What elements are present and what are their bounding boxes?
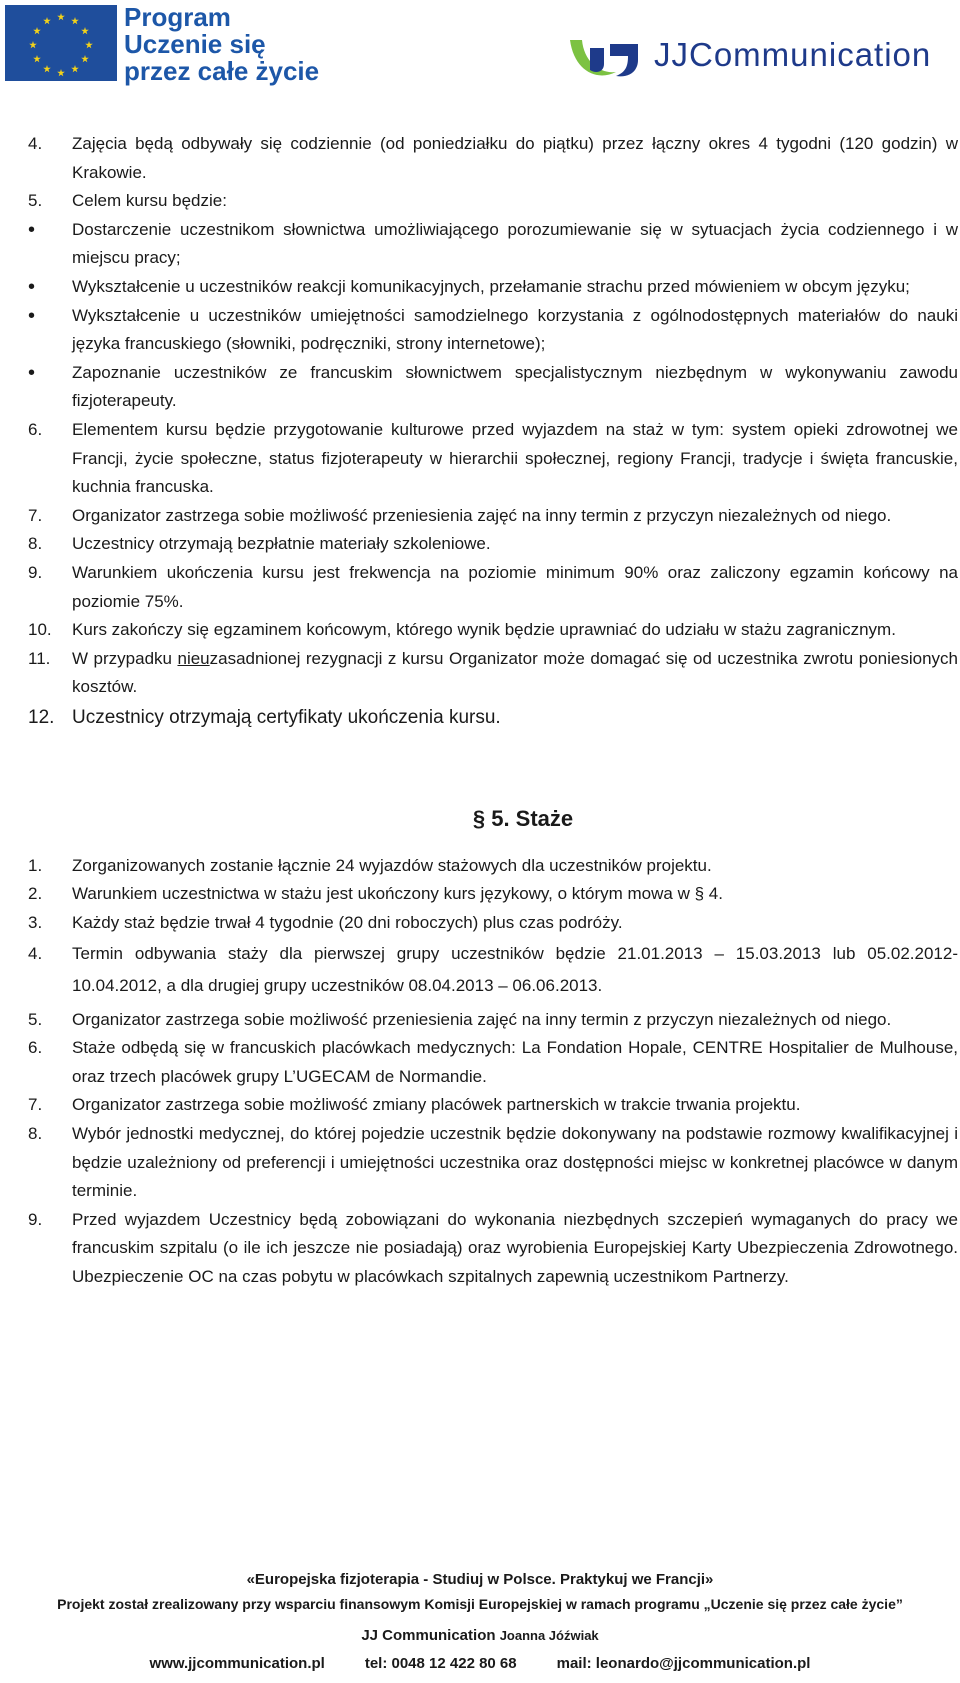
bullet-item — [28, 302, 958, 359]
item-text — [72, 645, 958, 702]
bullet-text: Dostarczenie uczestnikom słownictwa umożliwiającego porozumiewanie się w sytuacjach życia codziennego i w miejscu pracy; — [72, 219, 958, 268]
item-text: Celem kursu będzie: — [72, 191, 227, 211]
item-text-part: zasadnionej rezygnacji z kursu Organizator może domagać się od uczestnika zwrotu poniesionych kosztów. — [72, 648, 958, 697]
bullet-icon: • — [28, 304, 36, 327]
list-item — [28, 1120, 958, 1206]
bullet-text: Zapoznanie uczestników ze francuskim słownictwem specjalistycznym niezbędnym w wykonywaniu zawodu fizjoterapeuty. — [72, 362, 958, 411]
bullet-icon: • — [28, 361, 36, 384]
item-text: Uczestnicy otrzymają bezpłatnie materiały szkoleniowe. — [72, 534, 491, 554]
list-item — [28, 1206, 958, 1292]
item-number: 4. — [28, 134, 43, 153]
item-number: 7. — [28, 505, 43, 525]
list-item — [28, 559, 958, 616]
page-header — [0, 0, 960, 95]
item-number: 5. — [28, 191, 43, 211]
item-number: 12. — [28, 706, 55, 728]
funding-note: Projekt został zrealizowany przy wsparciu finansowym Komisji Europejskiej w ramach programu „Uczenie się przez całe życie” — [57, 1596, 903, 1612]
list-item — [28, 880, 958, 909]
bullet-text: Wykształcenie u uczestników umiejętności samodzielnego korzystania z ogólnodostępnych materiałów do nauki języka francuskiego (słowniki, podręczniki, strony internetowe); — [72, 305, 958, 354]
item-text: Kurs zakończy się egzaminem końcowym, którego wynik będzie uprawniać do udziału w stażu zagranicznym. — [72, 620, 896, 640]
list-item — [28, 530, 958, 559]
bullet-item — [28, 273, 958, 302]
item-number: 6. — [28, 1038, 43, 1058]
phone-number: tel: 0048 12 422 80 68 — [364, 1655, 517, 1672]
bullet-icon: • — [28, 275, 36, 298]
item-text: Warunkiem uczestnictwa w stażu jest ukończony kurs językowy, o którym mowa w § 4. — [72, 884, 723, 904]
project-title: «Europejska fizjoterapia - Studiuj w Polsce. Praktykuj we Francji» — [246, 1571, 714, 1588]
item-text: Organizator zastrzega sobie możliwość przeniesienia zajęć na inny termin z przyczyn niezależnych od niego. — [72, 505, 892, 525]
list-item — [28, 130, 958, 187]
item-text: Staże odbędą się w francuskich placówkach medycznych: La Fondation Hopale, CENTRE Hospitalier de Mulhouse, oraz trzech placówek grupy L’UGECAM de Normandie. — [72, 1038, 958, 1086]
eu-flag-logo — [5, 5, 117, 81]
item-text: Zajęcia będą odbywały się codziennie (od poniedziałku do piątku) przez łączny okres 4 tygodni (120 godzin) w Krakowie. — [72, 134, 958, 182]
item-number: 8. — [28, 534, 43, 554]
list-item — [28, 187, 958, 216]
section-title: § 5. Staże — [472, 805, 574, 831]
bullet-item — [28, 359, 958, 416]
item-text-part: W przypadku — [72, 648, 178, 668]
item-text: Wybór jednostki medycznej, do której pojedzie uczestnik będzie dokonywany na podstawie rozmowy kwalifikacyjnej i będzie uzależniony od preferencji i umiejętności uczestnika oraz dostępności miejsc w konkretnej placówce w danym terminie. — [72, 1124, 958, 1201]
item-number: 4. — [28, 943, 43, 963]
item-number: 9. — [28, 1209, 43, 1229]
item-number: 11. — [28, 648, 51, 668]
item-text: Termin odbywania staży dla pierwszej grupy uczestników będzie 21.01.2013 – 15.03.2013 lub 05.02.2012-10.04.2012, a dla drugiej grupy uczestników 08.04.2013 – 06.06.2013. — [72, 943, 958, 995]
list-item — [28, 1091, 958, 1120]
bullet-item — [28, 216, 958, 273]
item-text: Zorganizowanych zostanie łącznie 24 wyjazdów stażowych dla uczestników projektu. — [72, 855, 712, 875]
company-line — [0, 1622, 960, 1650]
list-item — [28, 1006, 958, 1035]
jj-communication-wordmark: JJCommunication — [654, 36, 932, 73]
list-item — [28, 702, 958, 734]
company-name: JJ Communication — [361, 1627, 496, 1644]
item-number: 6. — [28, 419, 43, 439]
item-text: Uczestnicy otrzymają certyfikaty ukończenia kursu. — [72, 706, 501, 728]
list-item — [28, 909, 958, 938]
item-number: 7. — [28, 1095, 43, 1115]
website-link[interactable]: www.jjcommunication.pl — [149, 1655, 325, 1672]
contact-person: Joanna Jóźwiak — [499, 1628, 599, 1643]
item-text: Organizator zastrzega sobie możliwość zmiany placówek partnerskich w trakcie trwania projektu. — [72, 1095, 801, 1115]
item-number: 1. — [28, 855, 43, 875]
list-item — [28, 416, 958, 502]
list-item — [28, 852, 958, 881]
program-logo-text: Program Uczenie się przez całe życie — [124, 2, 320, 86]
bullet-text: Wykształcenie u uczestników reakcji komunikacyjnych, przełamanie strachu przed mówieniem w obcym języku; — [72, 276, 910, 296]
item-number: 10. — [28, 620, 52, 640]
email-link[interactable]: mail: leonardo@jjcommunication.pl — [556, 1655, 811, 1672]
bullet-icon: • — [28, 218, 36, 241]
document-body — [28, 130, 958, 1292]
item-number: 9. — [28, 562, 43, 582]
list-item — [28, 1034, 958, 1091]
underlined-text: nieu — [177, 648, 210, 668]
contact-line — [0, 1650, 960, 1678]
page-footer — [0, 1568, 960, 1678]
list-item — [28, 938, 958, 1002]
item-number: 2. — [28, 884, 43, 904]
list-item — [28, 502, 958, 531]
item-text: Przed wyjazdem Uczestnicy będą zobowiązani do wykonania niezbędnych szczepień wymaganych do pracy we francuskim szpitalu (o ile ich jeszcze nie posiadają) oraz wyrobienia Europejskiej Karty Ubezpieczenia Zdrowotnego. Ubezpieczenie OC na czas pobytu w placówkach szpitalnych zapewnią uczestnikom Partnerzy. — [72, 1209, 958, 1286]
list-item — [28, 616, 958, 645]
item-text: Organizator zastrzega sobie możliwość przeniesienia zajęć na inny termin z przyczyn niezależnych od niego. — [72, 1009, 892, 1029]
item-text: Warunkiem ukończenia kursu jest frekwencja na poziomie minimum 90% oraz zaliczony egzamin końcowy na poziomie 75%. — [72, 562, 958, 611]
item-text: Każdy staż będzie trwał 4 tygodnie (20 dni roboczych) plus czas podróży. — [72, 913, 623, 933]
item-number: 8. — [28, 1124, 43, 1144]
item-text: Elementem kursu będzie przygotowanie kulturowe przed wyjazdem na staż w tym: system opieki zdrowotnej we Francji, życie społeczne, status fizjoterapeuty w hierarchii społecznej, regiony Francji, tradycje i święta francuskie, kuchnia francuska. — [72, 419, 958, 497]
item-number: 3. — [28, 913, 43, 933]
list-item — [28, 645, 958, 702]
item-number: 5. — [28, 1009, 43, 1029]
jj-communication-logo-icon — [566, 26, 644, 84]
